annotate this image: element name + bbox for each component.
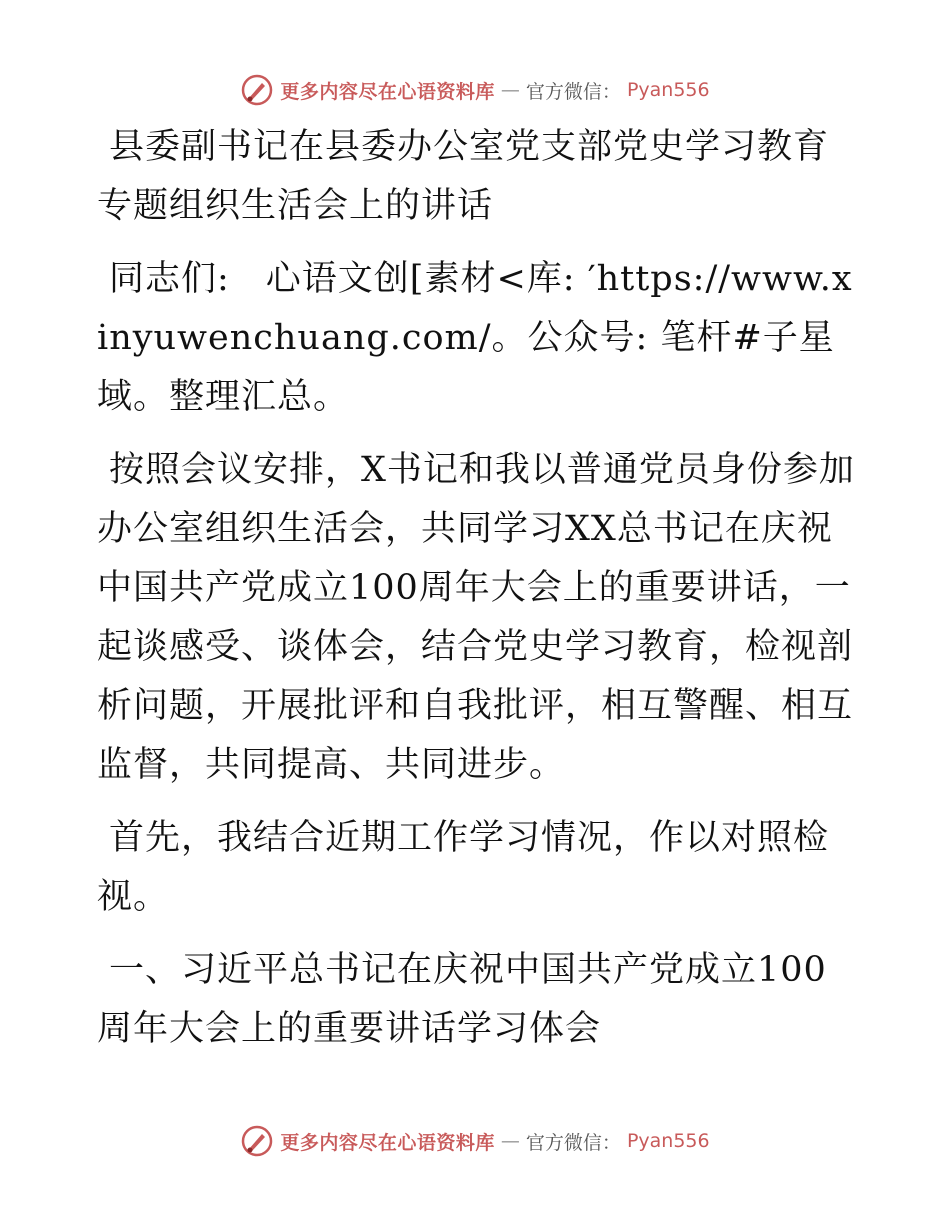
banner-wechat-label: 官方微信： bbox=[525, 80, 621, 103]
banner-brand-text: 更多内容尽在心语资料库 bbox=[280, 80, 495, 103]
footer-watermark-banner bbox=[0, 1121, 950, 1161]
banner-dash: — bbox=[500, 1130, 520, 1152]
pen-logo-icon bbox=[240, 1124, 274, 1158]
banner-wechat-id: Pyan556 bbox=[626, 1130, 710, 1152]
document-title: 县委副书记在县委办公室党支部党史学习教育专题组织生活会上的讲话 bbox=[97, 127, 830, 226]
paragraph-greeting: 同志们: 心语文创[素材<库: ′https://www.xinyuwenchuang.com/。公众号: 笔杆#子星域。整理汇总。 bbox=[97, 259, 853, 417]
header-watermark-banner bbox=[0, 70, 950, 110]
section-heading-1: 一、习近平总书记在庆祝中国共产党成立100周年大会上的重要讲话学习体会 bbox=[97, 950, 827, 1049]
document-body bbox=[97, 118, 857, 1073]
banner-wechat-label: 官方微信： bbox=[525, 1131, 621, 1154]
paragraph-intro: 按照会议安排，X书记和我以普通党员身份参加办公室组织生活会，共同学习XX总书记在庆祝中国共产党成立100周年大会上的重要讲话，一起谈感受、谈体会，结合党史学习教育，检视剖析问题，开展批评和自我批评，相互警醒、相互监督，共同提高、共同进步。 bbox=[97, 450, 855, 785]
paragraph-review: 首先，我结合近期工作学习情况，作以对照检视。 bbox=[97, 818, 830, 917]
banner-dash: — bbox=[500, 79, 520, 101]
banner-brand-text: 更多内容尽在心语资料库 bbox=[280, 1131, 495, 1154]
banner-wechat-id: Pyan556 bbox=[626, 79, 710, 101]
pen-logo-icon bbox=[240, 73, 274, 107]
